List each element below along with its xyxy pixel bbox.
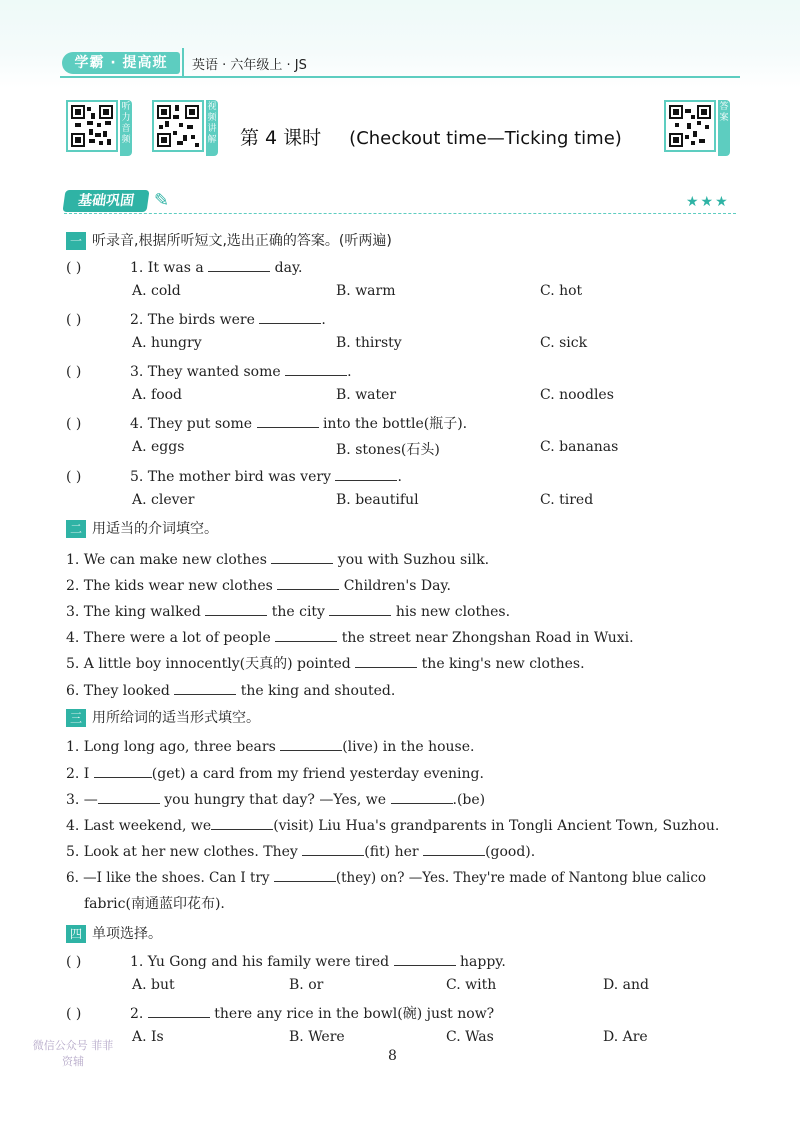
qr-code-answer[interactable] [664, 100, 716, 152]
qr-icon [71, 105, 113, 147]
list-item [66, 549, 489, 568]
section-number: 四 [66, 925, 86, 943]
answer-blank[interactable] [394, 951, 456, 966]
option: C. with [446, 977, 497, 993]
answer-blank[interactable] [148, 1003, 210, 1018]
option: B. thirsty [336, 335, 402, 351]
question-text: 1. It was a [130, 260, 204, 276]
section-4-heading [66, 923, 162, 943]
question-row [66, 361, 352, 380]
question-text: happy. [460, 954, 506, 970]
option: B. stones(石头) [336, 442, 440, 458]
answer-blank[interactable] [205, 601, 267, 616]
answer-blank[interactable] [257, 413, 319, 428]
section-title: 用适当的介词填空。 [92, 521, 218, 537]
qr-tag-answer: 答案 [718, 100, 730, 156]
question-text: 4. They put some [130, 416, 253, 432]
question-text: into the bottle(瓶子). [322, 416, 468, 432]
item-text: Children's Day. [343, 578, 451, 594]
item-text: 4. Last weekend, we [66, 818, 212, 834]
answer-paren[interactable]: ( ) [66, 364, 82, 380]
list-item [66, 841, 535, 860]
list-item [66, 601, 510, 620]
answer-blank[interactable] [274, 867, 336, 882]
item-text: the king's new clothes. [421, 656, 585, 672]
question-text: 3. They wanted some [130, 364, 281, 380]
item-text: 1. We can make new clothes [66, 552, 267, 568]
lesson-number: 第 4 课时 [240, 127, 322, 149]
answer-blank[interactable] [391, 789, 453, 804]
item-text: 3. — [66, 792, 98, 808]
item-text: (they) on? —Yes. They're made of Nantong blue calico [335, 870, 707, 886]
option: A. eggs [132, 439, 185, 455]
qr-icon [669, 105, 711, 147]
item-text: (get) a card from my friend yesterday evening. [151, 766, 484, 782]
question-text: day. [274, 260, 303, 276]
item-text: (fit) her [364, 844, 419, 860]
option: A. hungry [132, 335, 202, 351]
item-text: fabric(南通蓝印花布). [84, 896, 225, 912]
item-text: you with Suzhou silk. [337, 552, 490, 568]
list-item [66, 789, 485, 808]
answer-blank[interactable] [275, 627, 337, 642]
list-item [66, 653, 585, 673]
answer-blank[interactable] [259, 309, 321, 324]
watermark: 微信公众号 菲菲资辅 [32, 1039, 114, 1068]
question-row [66, 309, 326, 328]
list-item [66, 763, 484, 782]
item-text: .(be) [452, 792, 486, 808]
answer-blank[interactable] [208, 257, 270, 272]
item-text: 6. —I like the shoes. Can I try [66, 870, 270, 886]
section-number: 一 [66, 232, 86, 250]
option: C. bananas [540, 439, 619, 455]
answer-blank[interactable] [277, 575, 339, 590]
item-text: 6. They looked [66, 683, 170, 699]
brand-label: 学霸 · 提高班 [62, 52, 180, 74]
question-text: there any rice in the bowl(碗) just now? [214, 1006, 495, 1022]
item-text: 5. Look at her new clothes. They [66, 844, 298, 860]
item-text: 3. The king walked [66, 604, 201, 620]
header-rule [60, 76, 740, 78]
option: B. beautiful [336, 492, 419, 508]
question-row [66, 413, 467, 433]
option: C. hot [540, 283, 583, 299]
question-row [66, 951, 506, 970]
option: A. cold [132, 283, 181, 299]
lesson-subtitle: (Checkout time—Ticking time) [349, 128, 622, 149]
option: C. sick [540, 335, 588, 351]
item-text: the king and shouted. [240, 683, 396, 699]
question-text: . [321, 312, 326, 328]
section-title: 用所给词的适当形式填空。 [92, 710, 260, 726]
header-band [0, 0, 800, 88]
answer-blank[interactable] [302, 841, 364, 856]
answer-paren[interactable]: ( ) [66, 1006, 82, 1022]
pencil-icon: ✎ [154, 190, 170, 211]
answer-blank[interactable] [98, 789, 160, 804]
item-text: (live) in the house. [342, 739, 475, 755]
list-item [66, 627, 634, 646]
section-1-heading [66, 230, 392, 250]
lesson-title [240, 123, 622, 150]
answer-blank[interactable] [329, 601, 391, 616]
answer-blank[interactable] [174, 680, 236, 695]
section-number: 三 [66, 709, 86, 727]
item-text: 1. Long long ago, three bears [66, 739, 276, 755]
item-text: (visit) Liu Hua's grandparents in Tongli Ancient Town, Suzhou. [273, 818, 720, 834]
list-item [66, 736, 474, 755]
qr-tag-audio: 听力音频 [120, 100, 132, 156]
question-row [66, 1003, 494, 1023]
answer-paren[interactable]: ( ) [66, 312, 82, 328]
difficulty-stars: ★★★ [686, 194, 730, 210]
book-subtitle: 英语 · 六年级上 · JS [192, 58, 307, 73]
section-2-heading [66, 518, 218, 538]
brand-divider [182, 48, 184, 76]
list-item [66, 680, 395, 699]
page-number: 8 [388, 1048, 397, 1064]
qr-code-audio[interactable] [66, 100, 118, 152]
answer-blank[interactable] [335, 466, 397, 481]
answer-blank[interactable] [94, 763, 152, 778]
option: C. tired [540, 492, 594, 508]
answer-blank[interactable] [280, 736, 342, 751]
question-text: . [397, 469, 402, 485]
option: A. but [132, 977, 175, 993]
section-banner: 基础巩固 [62, 190, 149, 212]
section-3-heading [66, 707, 260, 727]
item-text: the street near Zhongshan Road in Wuxi. [341, 630, 634, 646]
question-text: 5. The mother bird was very [130, 469, 331, 485]
item-text: you hungry that day? —Yes, we [164, 792, 387, 808]
question-text: 1. Yu Gong and his family were tired [130, 954, 390, 970]
question-text: . [347, 364, 352, 380]
answer-paren[interactable]: ( ) [66, 416, 82, 432]
option: C. noodles [540, 387, 614, 403]
item-text: 4. There were a lot of people [66, 630, 271, 646]
question-text: 2. [130, 1006, 144, 1022]
question-row [66, 466, 402, 485]
answer-blank[interactable] [285, 361, 347, 376]
item-text: 2. I [66, 766, 90, 782]
option: C. Was [446, 1029, 494, 1045]
option: A. clever [132, 492, 195, 508]
item-text: (good). [485, 844, 536, 860]
answer-blank[interactable] [271, 549, 333, 564]
section-title: 听录音,根据所听短文,选出正确的答案。(听两遍) [92, 233, 392, 249]
item-text: his new clothes. [395, 604, 511, 620]
qr-tag-video: 视频讲解 [206, 100, 218, 156]
list-item-continued [84, 893, 225, 913]
item-text: 2. The kids wear new clothes [66, 578, 273, 594]
answer-paren[interactable]: ( ) [66, 954, 82, 970]
qr-code-video[interactable] [152, 100, 204, 152]
list-item [66, 815, 719, 834]
section-title: 单项选择。 [92, 926, 162, 942]
banner-rule [64, 213, 736, 214]
option: B. Were [289, 1029, 345, 1045]
option: B. water [336, 387, 397, 403]
option: B. or [289, 977, 324, 993]
question-text: 2. The birds were [130, 312, 255, 328]
option: D. and [603, 977, 649, 993]
answer-blank[interactable] [355, 653, 417, 668]
item-text: the city [271, 604, 325, 620]
option: A. Is [132, 1029, 164, 1045]
option: B. warm [336, 283, 396, 299]
list-item [66, 867, 706, 886]
section-number: 二 [66, 520, 86, 538]
answer-paren[interactable]: ( ) [66, 260, 82, 276]
qr-icon [157, 105, 199, 147]
answer-blank[interactable] [423, 841, 485, 856]
question-row [66, 257, 302, 276]
answer-blank[interactable] [211, 815, 273, 830]
answer-paren[interactable]: ( ) [66, 469, 82, 485]
item-text: 5. A little boy innocently(天真的) pointed [66, 656, 351, 672]
option: A. food [132, 387, 183, 403]
option: D. Are [603, 1029, 648, 1045]
list-item [66, 575, 451, 594]
